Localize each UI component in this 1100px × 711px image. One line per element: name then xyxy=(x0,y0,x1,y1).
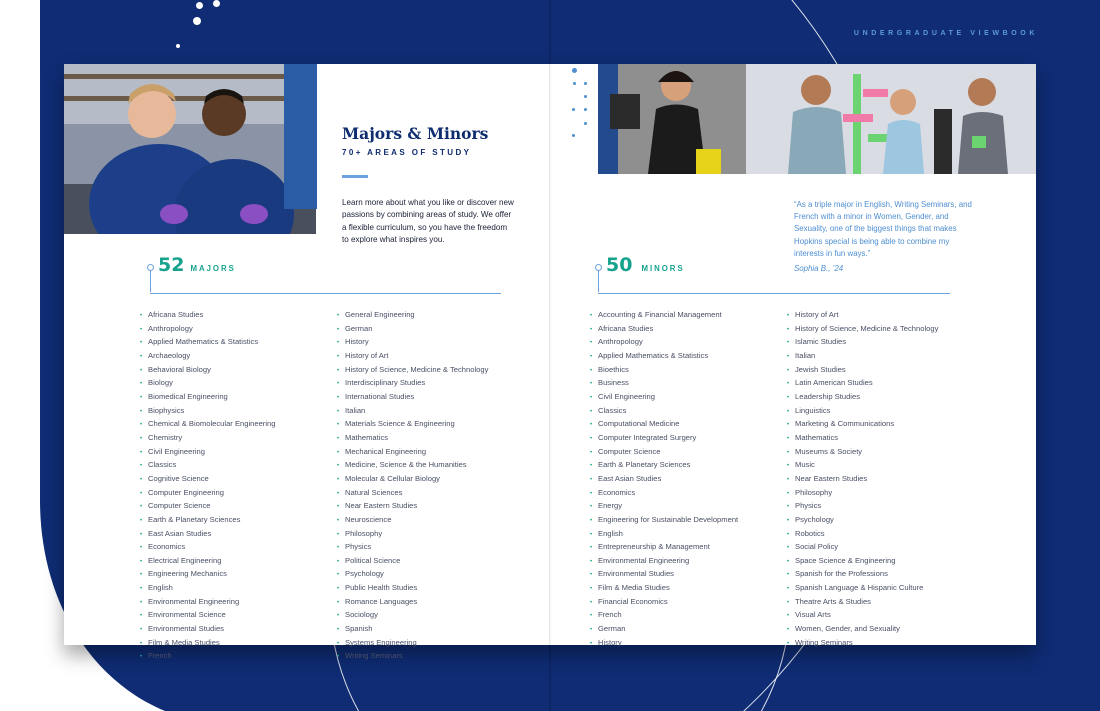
major-item: • History of Art xyxy=(337,350,488,364)
major-item: • Environmental Studies xyxy=(140,623,275,637)
minor-item: • Robotics xyxy=(787,528,938,542)
minor-item: • Earth & Planetary Sciences xyxy=(590,459,738,473)
major-item: • Cognitive Science xyxy=(140,473,275,487)
minor-item: • Spanish for the Professions xyxy=(787,568,938,582)
minor-item: • Mathematics xyxy=(787,432,938,446)
major-item: • Biomedical Engineering xyxy=(140,391,275,405)
major-item: • Sociology xyxy=(337,609,488,623)
majors-heading xyxy=(158,254,236,276)
major-item: • Biology xyxy=(140,377,275,391)
major-item: • Writing Seminars xyxy=(337,650,488,664)
minor-item: • English xyxy=(590,528,738,542)
major-item: • General Engineering xyxy=(337,309,488,323)
minor-item: • Physics xyxy=(787,500,938,514)
major-item: • East Asian Studies xyxy=(140,528,275,542)
majors-rule-horizontal xyxy=(150,293,501,294)
major-item: • Psychology xyxy=(337,568,488,582)
major-item: • Interdisciplinary Studies xyxy=(337,377,488,391)
minor-item: • Leadership Studies xyxy=(787,391,938,405)
major-item: • Italian xyxy=(337,405,488,419)
major-item: • Classics xyxy=(140,459,275,473)
major-item: • Physics xyxy=(337,541,488,555)
majors-list-column-2 xyxy=(337,309,488,664)
minor-item: • History of Art xyxy=(787,309,938,323)
minor-item: • History xyxy=(590,637,738,651)
major-item: • Political Science xyxy=(337,555,488,569)
minor-item: • French xyxy=(590,609,738,623)
intro-text: Learn more about what you like or discover new passions by combining areas of study. We offer a flexible curriculum, so you have the freedom to explore what inspires you. xyxy=(342,198,514,245)
lab-photo xyxy=(64,64,316,234)
minor-item: • Islamic Studies xyxy=(787,336,938,350)
major-item: • Anthropology xyxy=(140,323,275,337)
major-item: • Archaeology xyxy=(140,350,275,364)
major-item: • Materials Science & Engineering xyxy=(337,418,488,432)
major-item: • Applied Mathematics & Statistics xyxy=(140,336,275,350)
students-photo xyxy=(598,64,1036,174)
minor-item: • Writing Seminars xyxy=(787,637,938,651)
minor-item: • Civil Engineering xyxy=(590,391,738,405)
viewbook-label: UNDERGRADUATE VIEWBOOK xyxy=(853,30,1038,37)
minors-heading xyxy=(606,254,685,276)
minor-item: • Entrepreneurship & Management xyxy=(590,541,738,555)
minor-item: • Computational Medicine xyxy=(590,418,738,432)
minor-item: • Visual Arts xyxy=(787,609,938,623)
minor-item: • Bioethics xyxy=(590,364,738,378)
page-title: Majors & Minors xyxy=(342,124,489,143)
minor-item: • Spanish Language & Hispanic Culture xyxy=(787,582,938,596)
major-item: • Environmental Science xyxy=(140,609,275,623)
minor-item: • Space Science & Engineering xyxy=(787,555,938,569)
minor-item: • Economics xyxy=(590,487,738,501)
major-item: • Philosophy xyxy=(337,528,488,542)
minor-item: • Linguistics xyxy=(787,405,938,419)
minor-item: • Museums & Society xyxy=(787,446,938,460)
major-item: • Earth & Planetary Sciences xyxy=(140,514,275,528)
major-item: • Biophysics xyxy=(140,405,275,419)
major-item: • Medicine, Science & the Humanities xyxy=(337,459,488,473)
minor-item: • Classics xyxy=(590,405,738,419)
quote-author: Sophia B., ’24 xyxy=(794,264,844,273)
major-item: • Mathematics xyxy=(337,432,488,446)
minor-item: • Environmental Engineering xyxy=(590,555,738,569)
minors-rule-vertical xyxy=(598,270,599,292)
minor-item: • Engineering for Sustainable Development xyxy=(590,514,738,528)
minor-item: • Philosophy xyxy=(787,487,938,501)
minor-item: • Applied Mathematics & Statistics xyxy=(590,350,738,364)
minor-item: • Computer Science xyxy=(590,446,738,460)
minor-item: • Environmental Studies xyxy=(590,568,738,582)
majors-list-column-1 xyxy=(140,309,275,664)
major-item: • German xyxy=(337,323,488,337)
major-item: • Systems Engineering xyxy=(337,637,488,651)
page-subtitle: 70+ AREAS OF STUDY xyxy=(342,148,472,157)
major-item: • English xyxy=(140,582,275,596)
major-item: • International Studies xyxy=(337,391,488,405)
major-item: • Engineering Mechanics xyxy=(140,568,275,582)
major-item: • Computer Science xyxy=(140,500,275,514)
major-item: • Behavioral Biology xyxy=(140,364,275,378)
major-item: • Mechanical Engineering xyxy=(337,446,488,460)
major-item: • Africana Studies xyxy=(140,309,275,323)
title-accent-bar xyxy=(342,175,368,178)
major-item: • Economics xyxy=(140,541,275,555)
page-spread xyxy=(64,64,1036,661)
minor-item: • Social Policy xyxy=(787,541,938,555)
minor-item: • Theatre Arts & Studies xyxy=(787,596,938,610)
major-item: • Civil Engineering xyxy=(140,446,275,460)
major-item: • Molecular & Cellular Biology xyxy=(337,473,488,487)
major-item: • Public Health Studies xyxy=(337,582,488,596)
major-item: • Film & Media Studies xyxy=(140,637,275,651)
major-item: • Spanish xyxy=(337,623,488,637)
major-item: • History of Science, Medicine & Technology xyxy=(337,364,488,378)
major-item: • Environmental Engineering xyxy=(140,596,275,610)
minor-item: • Italian xyxy=(787,350,938,364)
page-gutter xyxy=(549,64,551,645)
minors-list-column-2 xyxy=(787,309,938,650)
major-item: • Neuroscience xyxy=(337,514,488,528)
minor-item: • Business xyxy=(590,377,738,391)
student-quote: “As a triple major in English, Writing Seminars, and French with a minor in Women, Gender, and Sexuality, one of the biggest things that makes Hopkins special is being able to combine my interests in fun ways.” xyxy=(794,200,972,258)
minors-list-column-1 xyxy=(590,309,738,650)
major-item: • History xyxy=(337,336,488,350)
majors-label: MAJORS xyxy=(190,264,236,273)
major-item: • French xyxy=(140,650,275,664)
major-item: • Natural Sciences xyxy=(337,487,488,501)
minor-item: • Psychology xyxy=(787,514,938,528)
minors-rule-horizontal xyxy=(598,293,950,294)
minor-item: • History of Science, Medicine & Technology xyxy=(787,323,938,337)
minor-item: • Latin American Studies xyxy=(787,377,938,391)
minor-item: • Computer Integrated Surgery xyxy=(590,432,738,446)
majors-count: 52 xyxy=(158,254,185,276)
minor-item: • German xyxy=(590,623,738,637)
minors-count: 50 xyxy=(606,254,633,276)
minor-item: • East Asian Studies xyxy=(590,473,738,487)
major-item: • Near Eastern Studies xyxy=(337,500,488,514)
minor-item: • Energy xyxy=(590,500,738,514)
minor-item: • Financial Economics xyxy=(590,596,738,610)
minor-item: • Anthropology xyxy=(590,336,738,350)
minor-item: • Women, Gender, and Sexuality xyxy=(787,623,938,637)
minor-item: • Marketing & Communications xyxy=(787,418,938,432)
major-item: • Romance Languages xyxy=(337,596,488,610)
major-item: • Chemical & Biomolecular Engineering xyxy=(140,418,275,432)
minor-item: • Near Eastern Studies xyxy=(787,473,938,487)
major-item: • Chemistry xyxy=(140,432,275,446)
photo-accent-strip xyxy=(284,64,317,209)
major-item: • Electrical Engineering xyxy=(140,555,275,569)
minor-item: • Music xyxy=(787,459,938,473)
majors-rule-vertical xyxy=(150,270,151,292)
minor-item: • Accounting & Financial Management xyxy=(590,309,738,323)
minor-item: • Film & Media Studies xyxy=(590,582,738,596)
minors-label: MINORS xyxy=(641,264,685,273)
minor-item: • Jewish Studies xyxy=(787,364,938,378)
minor-item: • Africana Studies xyxy=(590,323,738,337)
major-item: • Computer Engineering xyxy=(140,487,275,501)
